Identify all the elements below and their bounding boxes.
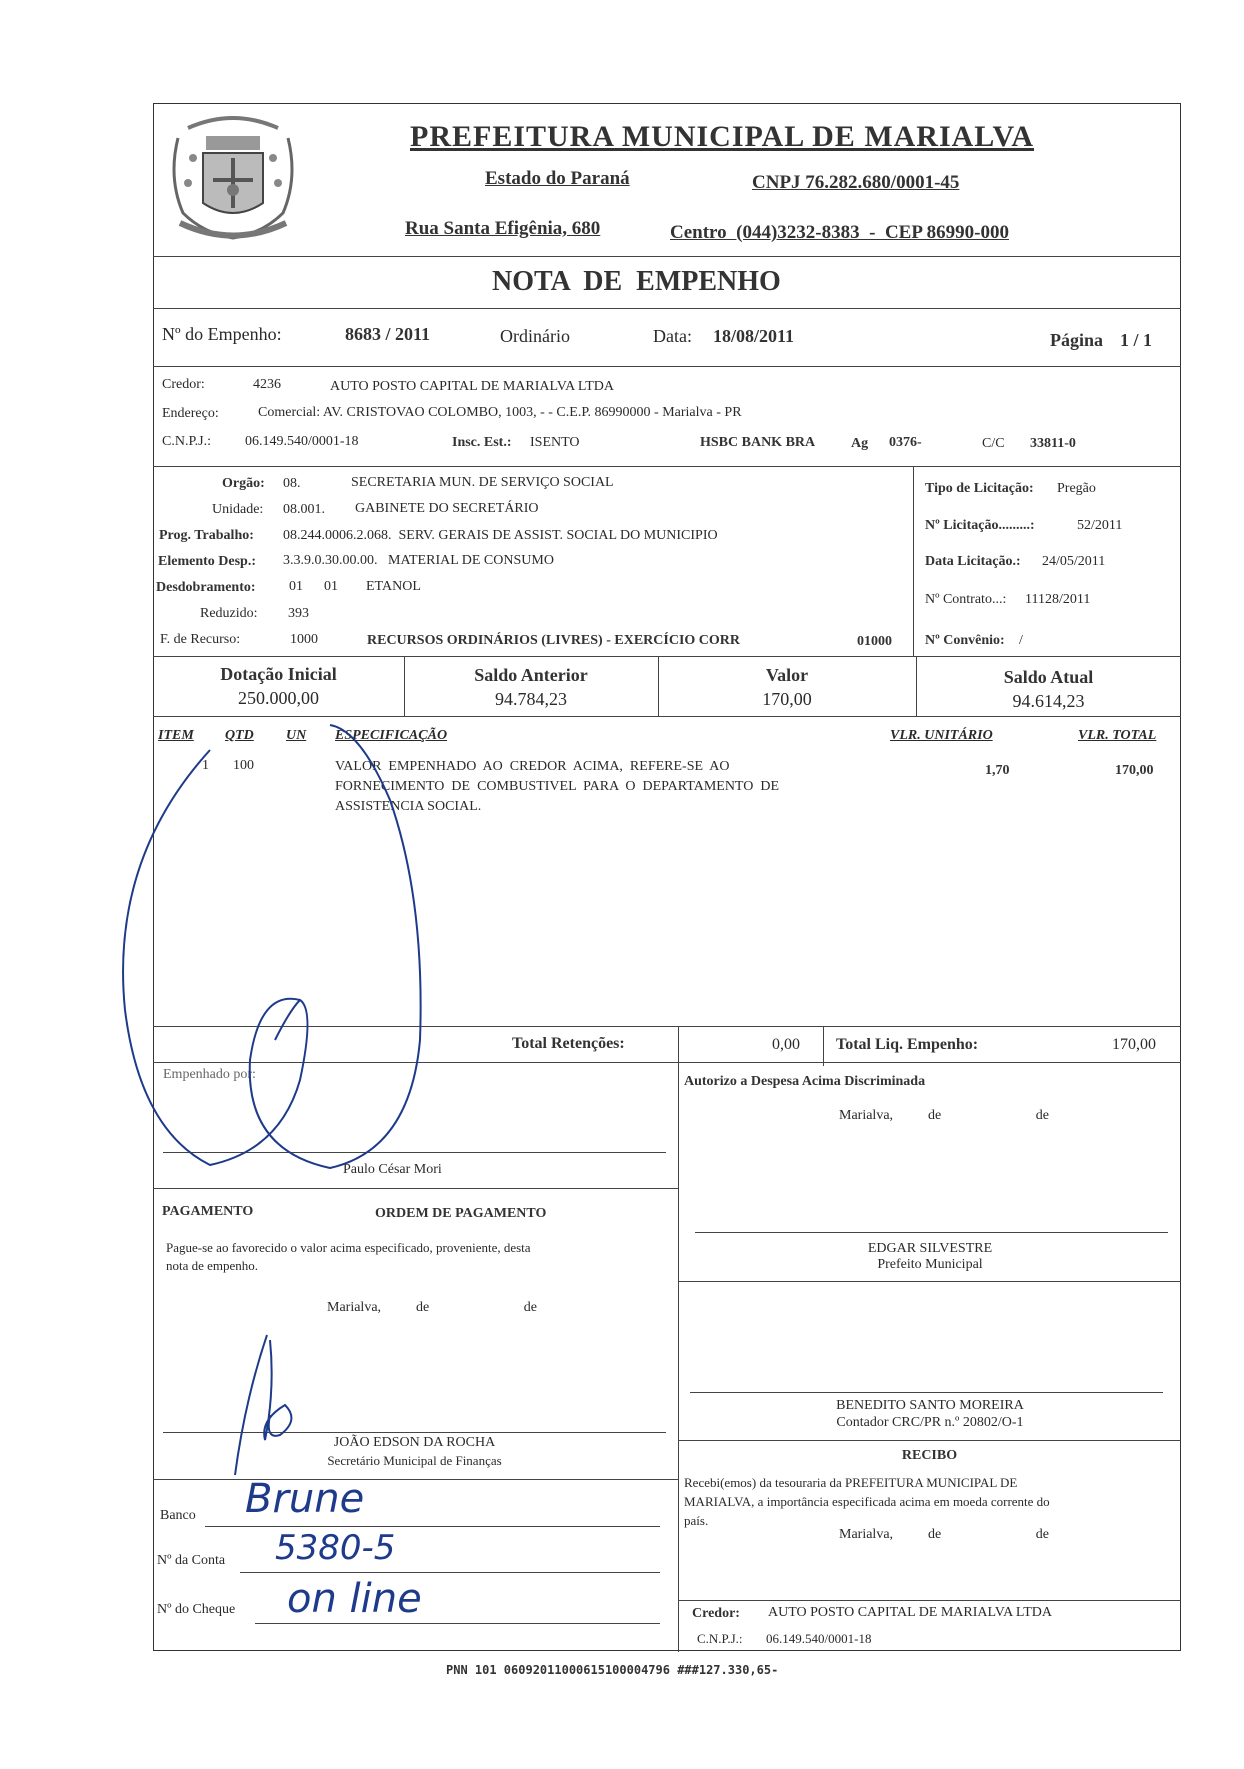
licitacao-date-value: 24/05/2011	[1042, 554, 1106, 569]
banco-handwritten: Brune	[245, 1476, 365, 1522]
unidade-label: Unidade:	[212, 502, 264, 517]
retencoes-value: 0,00	[772, 1036, 800, 1053]
agency-value: 0376-	[889, 435, 922, 450]
secretary-name: JOÃO EDSON DA ROCHA	[333, 1435, 496, 1450]
municipality-cnpj: CNPJ 76.282.680/0001-45	[752, 172, 960, 193]
empenho-number: 8683 / 2011	[345, 324, 431, 344]
pagamento-date-line: Marialva, de de	[327, 1300, 537, 1315]
insc-label: Insc. Est.:	[452, 435, 512, 450]
valor-label: Valor	[765, 665, 809, 685]
ordem-pagamento-label: ORDEM DE PAGAMENTO	[375, 1206, 547, 1221]
empenhado-name: Paulo César Mori	[343, 1162, 442, 1177]
secretary-title: Secretário Municipal de Finanças	[327, 1453, 502, 1468]
valor-value: 170,00	[762, 689, 812, 709]
district-phone-cep: Centro (044)3232-8383 - CEP 86990-000	[670, 222, 1009, 243]
row-unit-value: 1,70	[985, 763, 1010, 778]
document-title: NOTA DE EMPENHO	[492, 266, 781, 297]
liq-empenho-label: Total Liq. Empenho:	[836, 1036, 979, 1053]
recibo-cnpj-value: 06.149.540/0001-18	[766, 1631, 872, 1646]
pagamento-text-line1: Pague-se ao favorecido o valor acima especificado, proveniente, desta	[166, 1240, 531, 1255]
elemento-value: 3.3.9.0.30.00.00. MATERIAL DE CONSUMO	[283, 553, 554, 568]
convenio-value: /	[1019, 633, 1023, 648]
col-especificacao: ESPECIFICAÇÃO	[335, 728, 448, 743]
page-value: 1 / 1	[1120, 330, 1153, 350]
account-value: 33811-0	[1030, 436, 1076, 451]
date-value: 18/08/2011	[713, 326, 795, 346]
recibo-cnpj-label: C.N.P.J.:	[697, 1631, 743, 1646]
desdobramento-value: 01 01 ETANOL	[289, 579, 421, 594]
autorizo-label: Autorizo a Despesa Acima Discriminada	[684, 1074, 926, 1089]
address-label: Endereço:	[162, 406, 219, 421]
dotacao-value: 250.000,00	[238, 688, 319, 708]
banco-label: Banco	[160, 1508, 196, 1523]
fonte-name: RECURSOS ORDINÁRIOS (LIVRES) - EXERCÍCIO CORR	[367, 633, 740, 648]
address-value: Comercial: AV. CRISTOVAO COLOMBO, 1003, - - C.E.P. 86990000 - Marialva - PR	[258, 405, 742, 420]
unidade-code: 08.001.	[283, 502, 325, 517]
page-label: Página	[1050, 330, 1104, 350]
recibo-text-line3: país.	[684, 1513, 709, 1528]
tipo-licitacao-value: Pregão	[1057, 481, 1096, 496]
licitacao-number-value: 52/2011	[1077, 518, 1123, 533]
insc-value: ISENTO	[530, 435, 580, 450]
contador-title: Contador CRC/PR n.º 20802/O-1	[836, 1415, 1024, 1430]
contrato-value: 11128/2011	[1025, 592, 1091, 607]
credor-name: AUTO POSTO CAPITAL DE MARIALVA LTDA	[330, 379, 614, 394]
credor-label: Credor:	[162, 377, 205, 392]
contrato-label: Nº Contrato...:	[925, 592, 1007, 607]
autorizo-date-line: Marialva, de de	[839, 1108, 1049, 1123]
row-spec-line3: ASSISTENCIA SOCIAL.	[335, 799, 482, 814]
tipo-licitacao-label: Tipo de Licitação:	[925, 481, 1034, 496]
liq-empenho-value: 170,00	[1112, 1036, 1156, 1053]
saldo-anterior-label: Saldo Anterior	[474, 665, 588, 685]
reduzido-label: Reduzido:	[200, 606, 258, 621]
row-item: 1	[202, 758, 209, 773]
saldo-anterior-value: 94.784,23	[495, 689, 567, 709]
unidade-name: GABINETE DO SECRETÁRIO	[355, 501, 539, 516]
prog-label: Prog. Trabalho:	[159, 528, 254, 543]
date-label: Data:	[653, 326, 692, 346]
col-item: ITEM	[158, 728, 194, 743]
footer-code: PNN 101 06092011000615100004796 ###127.330,65-	[446, 1663, 779, 1677]
recibo-credor-label: Credor:	[692, 1606, 740, 1621]
empenhado-label: Empenhado por:	[163, 1067, 256, 1082]
bank-name: HSBC BANK BRA	[700, 435, 816, 450]
row-total-value: 170,00	[1115, 763, 1154, 778]
cnpj-value: 06.149.540/0001-18	[245, 434, 359, 449]
municipality-title: PREFEITURA MUNICIPAL DE MARIALVA	[410, 120, 1035, 153]
cheque-label: Nº do Cheque	[157, 1602, 236, 1617]
licitacao-date-label: Data Licitação.:	[925, 554, 1021, 569]
mayor-name: EDGAR SILVESTRE	[867, 1241, 993, 1256]
fonte-number: 01000	[857, 634, 892, 649]
cheque-handwritten: on line	[287, 1576, 422, 1622]
dotacao-label: Dotação Inicial	[220, 664, 337, 684]
recibo-text-line2: MARIALVA, a importância especificada acima em moeda corrente do	[684, 1494, 1050, 1509]
saldo-atual-label: Saldo Atual	[1003, 667, 1094, 687]
agency-label: Ag	[851, 436, 869, 451]
account-label: C/C	[982, 436, 1005, 451]
orgao-code: 08.	[283, 476, 301, 491]
coat-of-arms-icon	[158, 108, 308, 248]
retencoes-label: Total Retenções:	[512, 1035, 625, 1052]
row-spec-line2: FORNECIMENTO DE COMBUSTIVEL PARA O DEPARTAMENTO DE	[335, 779, 780, 794]
mayor-title: Prefeito Municipal	[877, 1257, 983, 1272]
conta-label: Nº da Conta	[157, 1553, 226, 1568]
row-qtd: 100	[233, 758, 254, 773]
col-qtd: QTD	[225, 728, 254, 743]
empenho-type: Ordinário	[500, 326, 570, 346]
col-un: UN	[286, 728, 307, 743]
desdobramento-label: Desdobramento:	[156, 580, 256, 595]
recibo-text-line1: Recebi(emos) da tesouraria da PREFEITURA MUNICIPAL DE	[684, 1475, 1018, 1490]
col-unit-value: VLR. UNITÁRIO	[890, 728, 993, 743]
fonte-code: 1000	[290, 632, 318, 647]
recibo-credor-value: AUTO POSTO CAPITAL DE MARIALVA LTDA	[768, 1605, 1052, 1620]
elemento-label: Elemento Desp.:	[158, 554, 256, 569]
orgao-label: Orgão:	[222, 476, 265, 491]
saldo-atual-value: 94.614,23	[1012, 691, 1085, 711]
reduzido-value: 393	[288, 606, 309, 621]
col-total-value: VLR. TOTAL	[1078, 728, 1157, 743]
credor-code: 4236	[253, 377, 281, 392]
fonte-label: F. de Recurso:	[160, 632, 241, 647]
licitacao-number-label: Nº Licitação.........:	[925, 518, 1035, 533]
state-name: Estado do Paraná	[485, 168, 630, 189]
street-address: Rua Santa Efigênia, 680	[405, 218, 601, 239]
empenho-label: Nº do Empenho:	[162, 324, 282, 344]
pagamento-text-line2: nota de empenho.	[166, 1258, 259, 1273]
conta-handwritten: 5380-5	[275, 1528, 396, 1568]
cnpj-label: C.N.P.J.:	[162, 434, 212, 449]
pagamento-label: PAGAMENTO	[162, 1204, 254, 1219]
prog-value: 08.244.0006.2.068. SERV. GERAIS DE ASSIST. SOCIAL DO MUNICIPIO	[283, 528, 718, 543]
recibo-label: RECIBO	[901, 1448, 958, 1463]
row-spec-line1: VALOR EMPENHADO AO CREDOR ACIMA, REFERE-SE AO	[335, 759, 730, 774]
contador-name: BENEDITO SANTO MOREIRA	[836, 1398, 1024, 1413]
convenio-label: Nº Convênio:	[925, 633, 1005, 648]
recibo-date-line: Marialva, de de	[839, 1527, 1049, 1542]
orgao-name: SECRETARIA MUN. DE SERVIÇO SOCIAL	[351, 475, 614, 490]
